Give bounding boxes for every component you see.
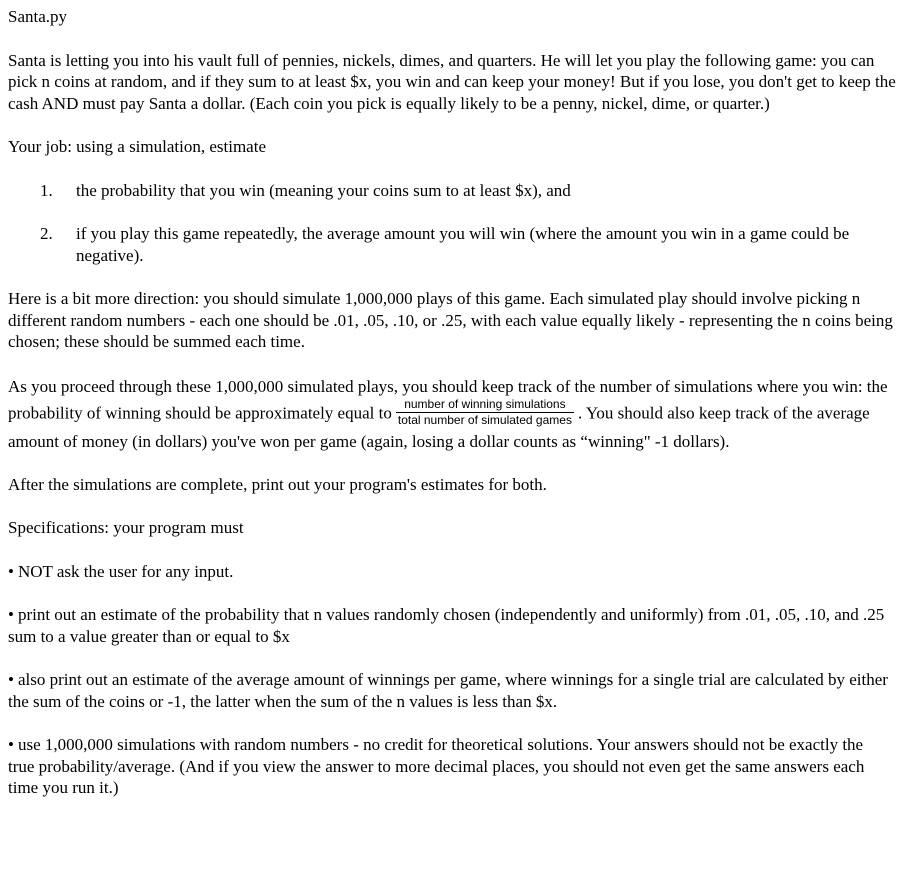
proceed-paragraph	[8, 375, 911, 454]
task-item-1	[8, 180, 911, 202]
bullet-icon: •	[8, 605, 14, 624]
fraction-denominator: total number of simulated games	[397, 412, 572, 427]
direction-paragraph: Here is a bit more direction: you should simulate 1,000,000 plays of this game. Each simulated play should involve picking n different random numbers - each one should be .01, .05, .10, or .25, with each value equally likely - representing the n coins being chosen; these should be summed each time.	[8, 289, 893, 351]
task-text: the probability that you win (meaning your coins sum to at least $x), and	[76, 180, 571, 200]
proceed-text-after: . You should also keep track of the average amount of money (in dollars) you've won per game (again, losing a dollar counts as “winning" -1 dollars).	[8, 402, 870, 451]
document-title: Santa.py	[8, 7, 68, 26]
spec-text: NOT ask the user for any input.	[17, 561, 234, 581]
spec-text: use 1,000,000 simulations with random numbers - no credit for theoretical solutions. Your answers should not be exactly the true probability/average. (And if you view the answer to more decimal places, you should not even get the same answers each time you run it.)	[8, 735, 865, 797]
bullet-icon: •	[8, 735, 14, 754]
task-list	[8, 180, 911, 267]
spec-item-4	[8, 734, 911, 799]
fraction-numerator: number of winning simulations	[396, 397, 574, 413]
probability-fraction	[396, 397, 574, 428]
after-simulation-paragraph: After the simulations are complete, print out your program's estimates for both.	[8, 474, 547, 494]
bullet-icon: •	[8, 561, 14, 581]
task-text: if you play this game repeatedly, the average amount you will win (where the amount you win in a game could be negative).	[76, 224, 850, 265]
specifications-intro: Specifications: your program must	[8, 518, 244, 537]
spec-text: also print out an estimate of the average amount of winnings per game, where winnings for a single trial are calculated by either the sum of the coins or -1, the latter when the sum of the n values is less than $x.	[8, 670, 888, 711]
spec-item-1	[8, 561, 911, 583]
proceed-text-before: As you proceed through these 1,000,000 simulated plays, you should keep track of the number of simulations where you win: the probability of winning should be approximately equal to	[8, 376, 888, 422]
intro-paragraph: Santa is letting you into his vault full of pennies, nickels, dimes, and quarters. He will let you play the following game: you can pick n coins at random, and if they sum to at least $x, you win and can keep your money! But if you lose, you don't get to keep the cash AND must pay Santa a dollar. (Each coin you pick is equally likely to be a penny, nickel, dime, or quarter.)	[8, 50, 896, 113]
task-number: 2.	[40, 224, 53, 243]
bullet-icon: •	[8, 670, 14, 689]
job-intro: Your job: using a simulation, estimate	[8, 137, 266, 156]
task-number: 1.	[40, 180, 53, 200]
spec-item-3	[8, 669, 911, 712]
spec-text: print out an estimate of the probability that n values randomly chosen (independently and uniformly) from .01, .05, .10, and .25 sum to a value greater than or equal to $x	[8, 605, 885, 646]
task-item-2	[8, 223, 911, 266]
spec-item-2	[8, 604, 911, 647]
